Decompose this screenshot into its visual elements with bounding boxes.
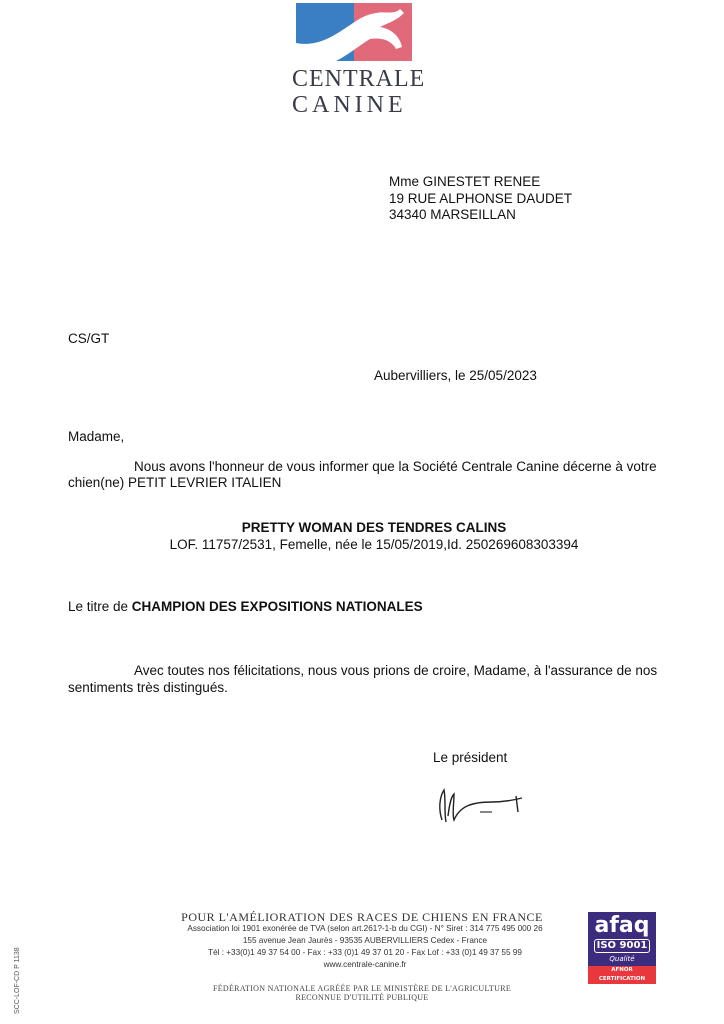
dog-details: LOF. 11757/2531, Femelle, née le 15/05/2019,Id. 250269608303394 <box>169 537 579 552</box>
footer-line-2: 155 avenue Jean Jaurès - 93535 AUBERVILLIERS Cedex - France <box>242 936 488 945</box>
closing-line-2: sentiments très distingués. <box>68 680 228 695</box>
footer-contact <box>160 923 570 971</box>
brand-wordmark <box>292 66 426 118</box>
footer-line-1: Association loi 1901 exonérée de TVA (selon art.261?-1-b du CGI) - N° Siret : 314 775 495 000 26 <box>187 924 543 933</box>
body-line-1: Nous avons l'honneur de vous informer que la Société Centrale Canine décerne à votre <box>134 459 657 474</box>
signatory: Le président <box>433 750 508 765</box>
afaq-label: Qualité <box>609 955 635 963</box>
recipient-name: Mme GINESTET RENEE <box>389 174 541 189</box>
public-utility-line: RECONNUE D'UTILITÉ PUBLIQUE <box>295 993 429 1002</box>
footer-title: POUR L'AMÉLIORATION DES RACES DE CHIENS EN FRANCE <box>181 910 543 924</box>
title-prefix: Le titre de <box>68 599 132 614</box>
footer-website: www.centrale-canine.fr <box>323 960 407 969</box>
salutation: Madame, <box>68 429 125 444</box>
body-line-2: chien(ne) PETIT LEVRIER ITALIEN <box>68 475 282 490</box>
signature-image <box>432 786 528 826</box>
centrale-canine-logo <box>296 3 412 61</box>
footer-line-3: Tél : +33(0)1 49 37 54 00 - Fax : +33 (0)1 49 37 01 20 - Fax Lof : +33 (0)1 49 37 55 99 <box>208 948 522 957</box>
recipient-city: 34340 MARSEILLAN <box>389 207 516 222</box>
recipient-street: 19 RUE ALPHONSE DAUDET <box>389 190 573 206</box>
afaq-name: afaq <box>594 913 650 938</box>
closing-line-1: Avec toutes nos félicitations, nous vous prions de croire, Madame, à l'assurance de nos <box>134 663 658 678</box>
afaq-standard: ISO 9001 <box>594 939 650 953</box>
federation-line: FÉDÉRATION NATIONALE AGRÉÉE PAR LE MINISTÈRE DE L'AGRICULTURE <box>212 984 512 993</box>
brand-line-2: CANINE <box>292 92 407 118</box>
reference: CS/GT <box>68 331 110 346</box>
side-code: SCC-LOF-CD P 1138 <box>14 947 21 1014</box>
title-line <box>68 598 423 615</box>
dog-name: PRETTY WOMAN DES TENDRES CALINS <box>241 520 507 535</box>
recipient-address <box>389 174 572 224</box>
brand-line-1: CENTRALE <box>292 66 426 92</box>
footer-federation <box>0 984 724 1002</box>
dog-emblem-icon <box>296 3 412 61</box>
place-date: Aubervilliers, le 25/05/2023 <box>374 368 537 383</box>
title-name: CHAMPION DES EXPOSITIONS NATIONALES <box>131 599 423 614</box>
afaq-iso-badge <box>588 912 656 984</box>
afaq-certifier: AFNOR CERTIFICATION <box>588 966 656 984</box>
